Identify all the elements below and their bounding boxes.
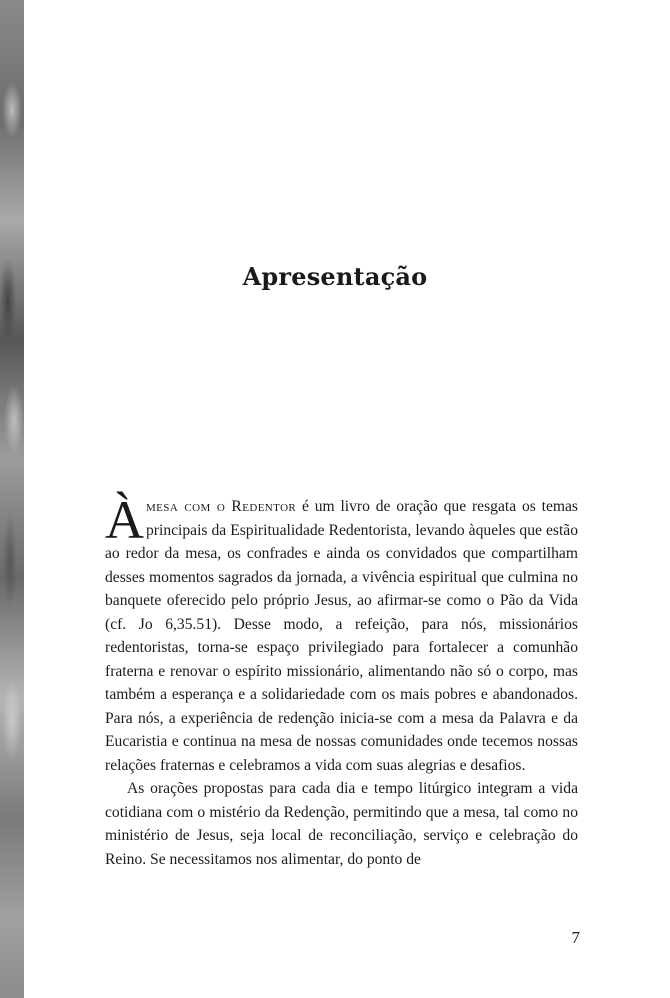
page-title: Apresentação (242, 262, 428, 291)
drop-cap: À (105, 490, 144, 550)
paragraph-1 (105, 490, 579, 777)
paragraph-1-text: é um livro de oração que resgata os temas principais da Espiritualidade Redentorista, levando àqueles que estão ao redor da mesa, os confrades e ainda os convidados que compartilham desses momentos sagrados da jornada, a vivência espiritual que culmina no banquete oferecido pelo próprio Jesus, ao afirmar-se como o Pão da Vida (cf. Jo 6,35.51). Desse modo, a refeição, para nós, missionários redentoristas, torna-se espaço privilegiado para fortalecer a comunhão fraterna e renovar o espírito missionário, alimentando não só o corpo, mas também a esperança e a solidariedade com os mais pobres e abandonados. Para nós, a experiência de redenção inicia-se com a mesa da Palavra e da Eucaristia e continua na mesa de nossas comunidades onde tecemos nossas relações fraternas e celebramos a vida com suas alegrias e desafios. (105, 498, 579, 774)
paragraph-2: As orações propostas para cada dia e tempo litúrgico integram a vida cotidiana com o mistério da Redenção, permitindo que a mesa, tal como no ministério de Jesus, seja local de reconciliação, serviço e celebração do Reino. Se necessitamos nos alimentar, do ponto de (105, 780, 578, 868)
lead-in-small-caps: mesa com o Redentor (146, 498, 297, 515)
body-text (105, 490, 579, 871)
page-number: 7 (571, 928, 580, 947)
page-edge-strip (0, 0, 24, 998)
